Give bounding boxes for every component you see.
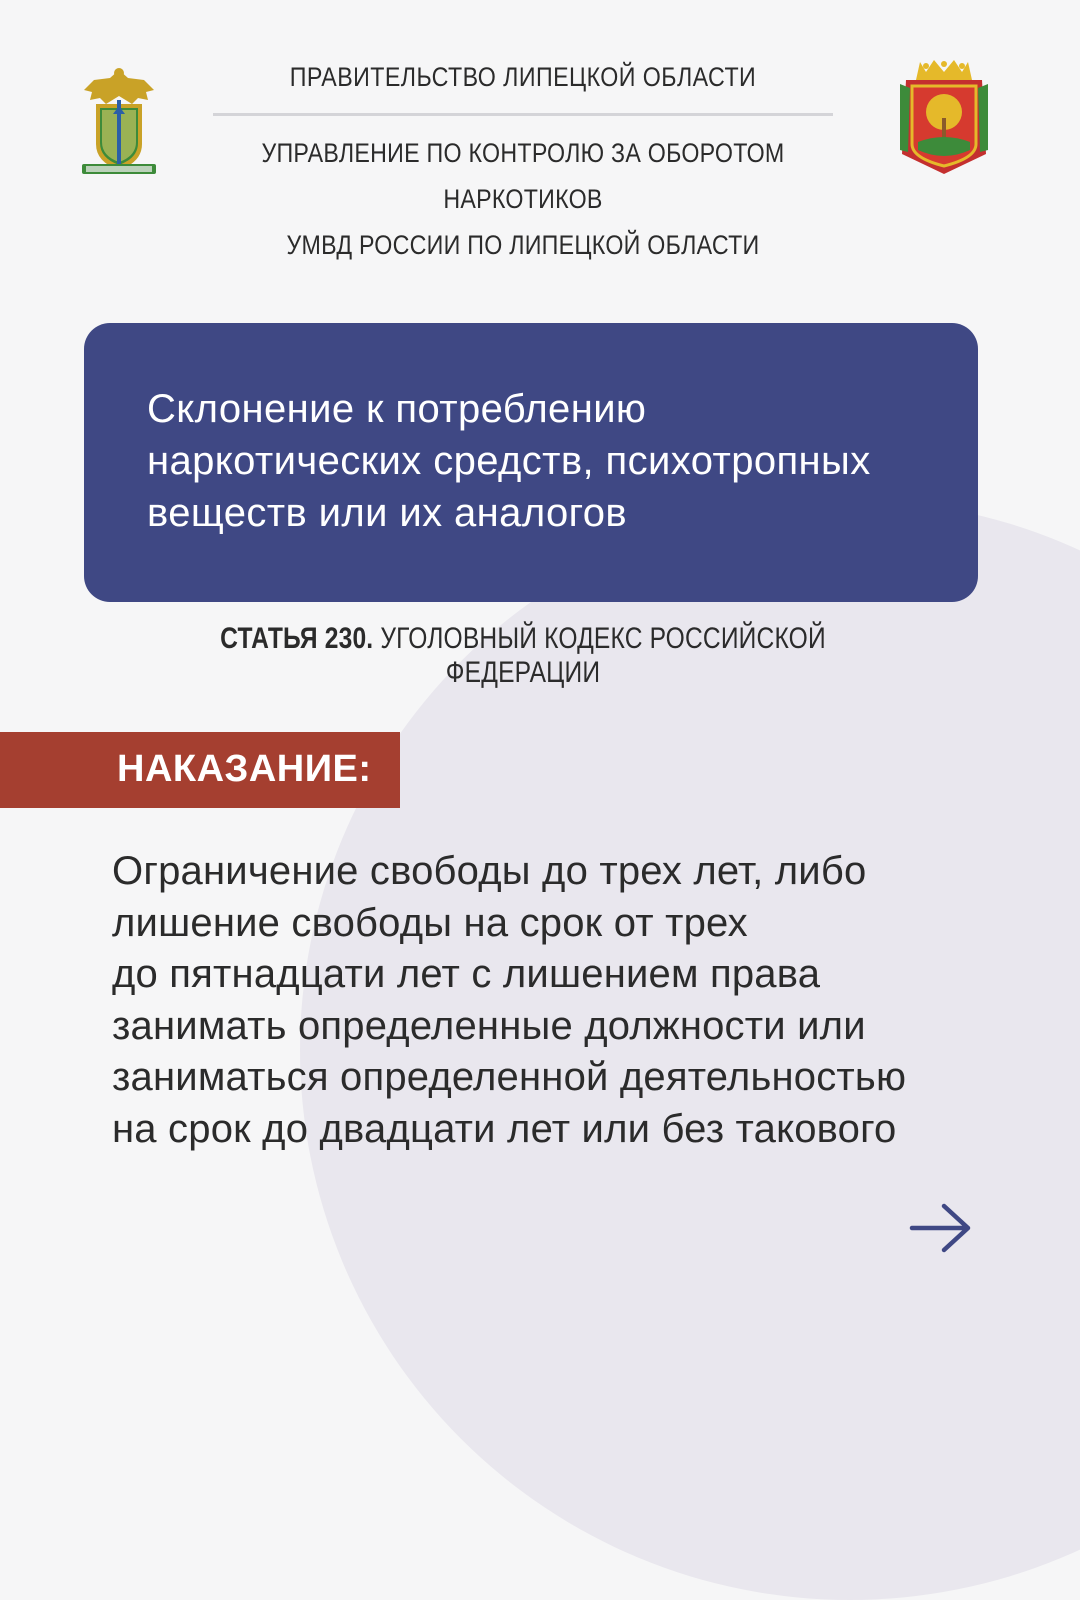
article-number: СТАТЬЯ 230.	[220, 622, 374, 655]
article-reference	[209, 622, 837, 690]
penalty-badge	[0, 732, 400, 808]
article-source: УГОЛОВНЫЙ КОДЕКС РОССИЙСКОЙ ФЕДЕРАЦИИ	[380, 622, 826, 689]
penalty-label: НАКАЗАНИЕ:	[117, 748, 372, 790]
arrow-right-icon[interactable]	[908, 1200, 974, 1256]
header-subtitle-line1: УПРАВЛЕНИЕ ПО КОНТРОЛЮ ЗА ОБОРОТОМ НАРКОТИКОВ	[261, 138, 785, 214]
police-emblem-icon	[80, 64, 158, 179]
card-title: Склонение к потреблению наркотических средств, психотропных веществ или их аналогов	[147, 387, 871, 535]
header-title: ПРАВИТЕЛЬСТВО ЛИПЕЦКОЙ ОБЛАСТИ	[289, 62, 757, 92]
penalty-text: Ограничение свободы до трех лет, либо лишение свободы на срок от трех до пятнадцати лет с лишением права занимать определенные должности или заниматься определенной деятельностью на срок до двадцати лет или без такового	[112, 849, 907, 1151]
title-card	[84, 323, 978, 602]
lipetsk-coat-of-arms-icon	[896, 58, 992, 176]
header-divider	[213, 113, 833, 116]
header-subtitle	[194, 130, 853, 268]
header-subtitle-line2: УМВД РОССИИ ПО ЛИПЕЦКОЙ ОБЛАСТИ	[286, 230, 760, 260]
